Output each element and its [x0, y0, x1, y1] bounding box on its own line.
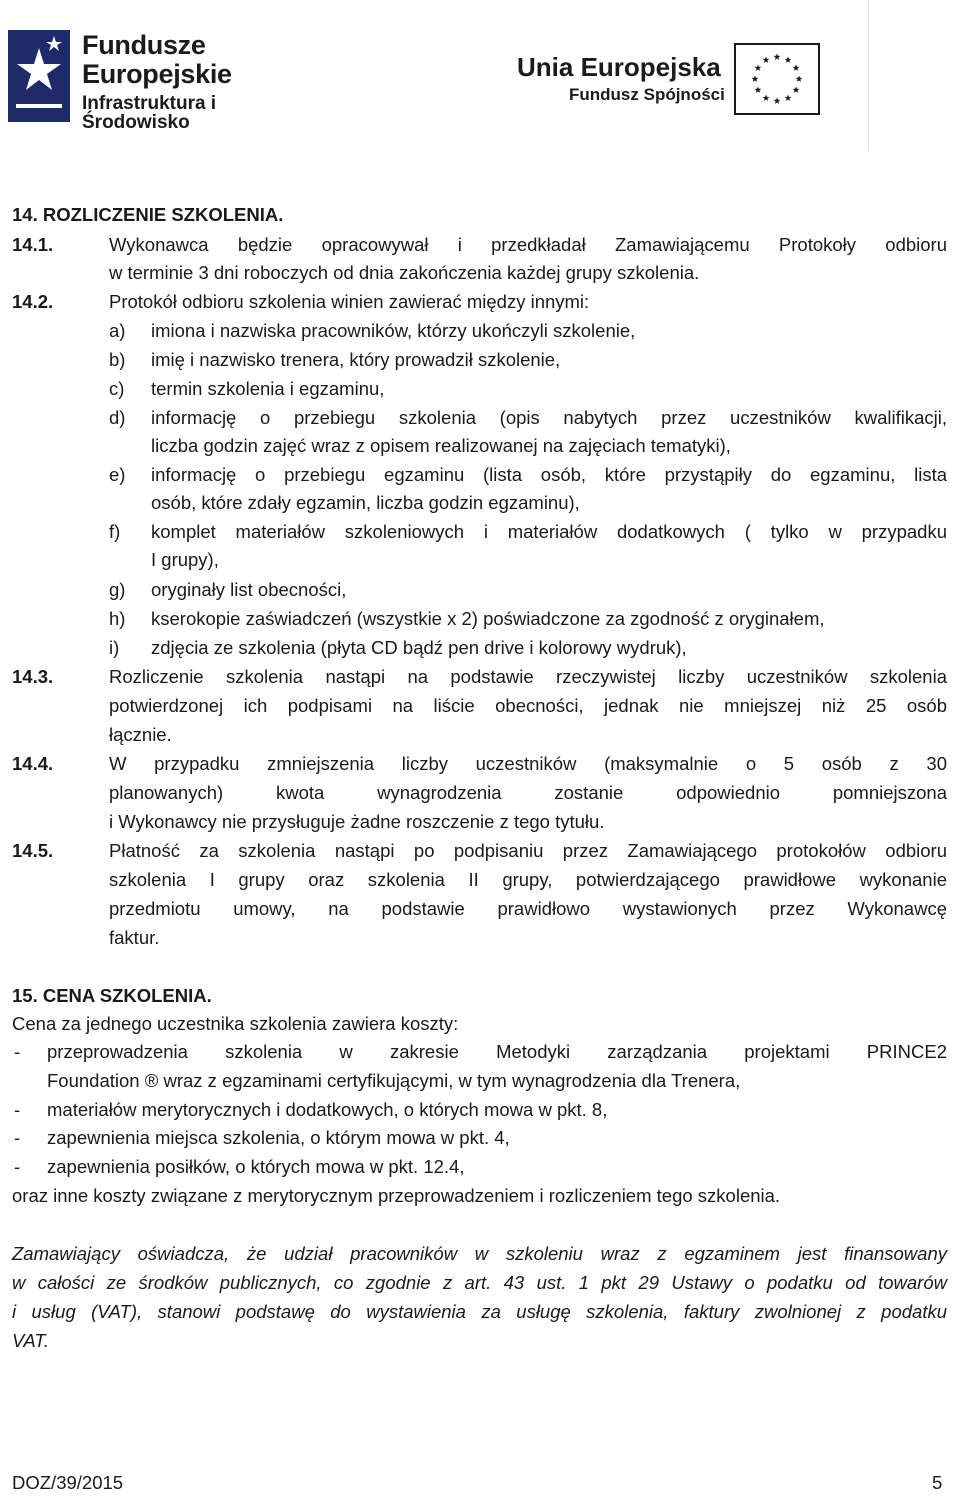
- item-14-5-line4: faktur.: [109, 927, 160, 948]
- list-item-g: oryginały list obecności,: [151, 579, 347, 600]
- list-label-h: h): [109, 608, 126, 629]
- section-14-title: 14. ROZLICZENIE SZKOLENIA.: [12, 204, 284, 225]
- document-reference: DOZ/39/2015: [12, 1472, 124, 1493]
- vat-statement-line2: w całości ze środków publicznych, co zgodnie z art. 43 ust. 1 pkt 29 Ustawy o podatku od towarów: [12, 1272, 947, 1293]
- eu-flag-icon: [734, 43, 820, 115]
- cost-bullet-4: -: [14, 1156, 21, 1177]
- list-label-i: i): [109, 637, 120, 658]
- list-item-b: imię i nazwisko trenera, który prowadził szkolenie,: [151, 349, 561, 370]
- item-14-1-line1: Wykonawca będzie opracowywał i przedkładał Zamawiającemu Protokoły odbioru: [109, 234, 947, 255]
- list-label-c: c): [109, 378, 125, 399]
- list-label-b: b): [109, 349, 126, 370]
- item-14-4-line3: i Wykonawcy nie przysługuje żadne roszczenie z tego tytułu.: [109, 811, 605, 832]
- item-14-3-line2: potwierdzonej ich podpisami na liście obecności, jednak nie mniejszej niż 25 osób: [109, 695, 947, 716]
- cost-item-3: zapewnienia miejsca szkolenia, o którym mowa w pkt. 4,: [47, 1127, 510, 1148]
- cost-bullet-2: -: [14, 1099, 21, 1120]
- fe-logo-line2: Europejskie: [82, 59, 232, 89]
- fe-logo-line3: Infrastruktura i Środowisko: [82, 93, 217, 133]
- item-14-2-intro: Protokół odbioru szkolenia winien zawierać między innymi:: [109, 291, 590, 312]
- item-14-5-line1: Płatność za szkolenia nastąpi po podpisaniu przez Zamawiającego protokołów odbioru: [109, 840, 947, 861]
- vat-statement-line1: Zamawiający oświadcza, że udział pracowników w szkoleniu wraz z egzaminem jest finansowany: [12, 1243, 947, 1264]
- cost-item-4: zapewnienia posiłków, o których mowa w pkt. 12.4,: [47, 1156, 465, 1177]
- list-label-d: d): [109, 407, 126, 428]
- item-14-5-line3: przedmiotu umowy, na podstawie prawidłowo wystawionych przez Wykonawcę: [109, 898, 947, 919]
- section-15-intro: Cena za jednego uczestnika szkolenia zawiera koszty:: [12, 1013, 459, 1034]
- item-14-4-number: 14.4.: [12, 753, 54, 774]
- cost-bullet-1: -: [14, 1041, 21, 1062]
- header-divider: [868, 0, 869, 150]
- item-14-4-line1: W przypadku zmniejszenia liczby uczestników (maksymalnie o 5 osób z 30: [109, 753, 947, 774]
- list-label-f: f): [109, 521, 121, 542]
- list-label-a: a): [109, 320, 126, 341]
- ue-logo-line1: Unia Europejska: [517, 52, 721, 82]
- list-item-d-line1: informację o przebiegu szkolenia (opis nabytych przez uczestników kwalifikacji,: [151, 407, 947, 428]
- item-14-3-line1: Rozliczenie szkolenia nastąpi na podstawie rzeczywistej liczby uczestników szkolenia: [109, 666, 947, 687]
- item-14-1-line2: w terminie 3 dni roboczych od dnia zakończenia każdej grupy szkolenia.: [109, 262, 700, 283]
- list-label-e: e): [109, 464, 126, 485]
- list-item-i: zdjęcia ze szkolenia (płyta CD bądź pen drive i kolorowy wydruk),: [151, 637, 687, 658]
- page-number: 5: [932, 1472, 943, 1493]
- item-14-4-line2: planowanych) kwota wynagrodzenia zostanie odpowiednio pomniejszona: [109, 782, 947, 803]
- section-15-title: 15. CENA SZKOLENIA.: [12, 985, 212, 1006]
- fundusze-europejskie-logo: [8, 28, 308, 133]
- cost-item-2: materiałów merytorycznych i dodatkowych, o których mowa w pkt. 8,: [47, 1099, 608, 1120]
- item-14-3-line3: łącznie.: [109, 724, 172, 745]
- list-item-d-line2: liczba godzin zajęć wraz z opisem realizowanej na zajęciach tematyki),: [151, 435, 731, 456]
- list-item-e-line1: informację o przebiegu egzaminu (lista osób, które przystąpiły do egzaminu, lista: [151, 464, 947, 485]
- cost-bullet-3: -: [14, 1127, 21, 1148]
- list-item-f-line2: I grupy),: [151, 549, 219, 570]
- vat-statement-line4: VAT.: [12, 1330, 50, 1351]
- fe-star-mark-icon: [8, 30, 70, 122]
- item-14-1-number: 14.1.: [12, 234, 54, 255]
- cost-item-1-line2: Foundation ® wraz z egzaminami certyfikującymi, w tym wynagrodzenia dla Trenera,: [47, 1070, 741, 1091]
- item-14-5-number: 14.5.: [12, 840, 54, 861]
- ue-logo-line2: Fundusz Spójności: [569, 85, 725, 104]
- list-item-h: kserokopie zaświadczeń (wszystkie x 2) poświadczone za zgodność z oryginałem,: [151, 608, 825, 629]
- list-item-c: termin szkolenia i egzaminu,: [151, 378, 385, 399]
- vat-statement-line3: i usług (VAT), stanowi podstawę do wystawienia za usługę szkolenia, faktury zwolnionej z podatku: [12, 1301, 947, 1322]
- unia-europejska-logo-text: [517, 54, 725, 103]
- item-14-2-number: 14.2.: [12, 291, 54, 312]
- list-item-f-line1: komplet materiałów szkoleniowych i materiałów dodatkowych ( tylko w przypadku: [151, 521, 947, 542]
- cost-item-1-line1: przeprowadzenia szkolenia w zakresie Metodyki zarządzania projektami PRINCE2: [47, 1041, 947, 1062]
- list-label-g: g): [109, 579, 126, 600]
- item-14-3-number: 14.3.: [12, 666, 54, 687]
- fe-logo-line1: Fundusze: [82, 30, 206, 60]
- item-14-5-line2: szkolenia I grupy oraz szkolenia II grupy, potwierdzającego prawidłowe wykonanie: [109, 869, 947, 890]
- list-item-e-line2: osób, które zdały egzamin, liczba godzin egzaminu),: [151, 492, 580, 513]
- section-15-outro: oraz inne koszty związane z merytorycznym przeprowadzeniem i rozliczeniem tego szkolenia.: [12, 1185, 781, 1206]
- list-item-a: imiona i nazwiska pracowników, którzy ukończyli szkolenie,: [151, 320, 636, 341]
